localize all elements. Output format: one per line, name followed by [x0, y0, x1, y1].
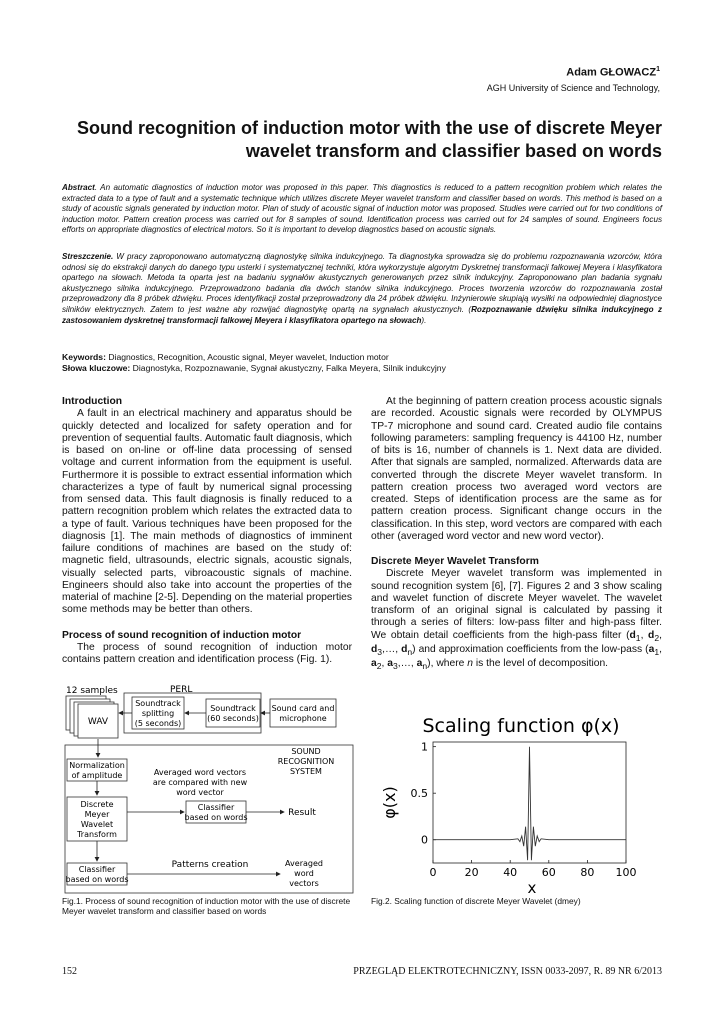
- chart-ylabel: φ(x): [380, 786, 399, 819]
- journal-footer: PRZEGLĄD ELEKTROTECHNICZNY, ISSN 0033-2097, R. 89 NR 6/2013: [353, 966, 662, 977]
- fig1-samples-label: 12 samples: [66, 686, 118, 696]
- x-tick-label: 100: [615, 866, 637, 879]
- fig2-caption: Fig.2. Scaling function of discrete Meyer Wavelet (dmey): [371, 896, 581, 906]
- x-tick-label: 40: [503, 866, 518, 879]
- svg-text:Classifierbased on words: Classifier based on words: [184, 803, 248, 822]
- svg-text:Normalizationof amplitude: Normalization of amplitude: [69, 761, 125, 780]
- keywords: Keywords: Diagnostics, Recognition, Acoustic signal, Meyer wavelet, Induction motor: [62, 352, 389, 362]
- svg-text:DiscreteMeyerWaveletTransform: Discrete Meyer Wavelet Transform: [77, 800, 117, 839]
- intro-heading: Introduction: [62, 396, 123, 407]
- page-number: 152: [62, 966, 77, 977]
- left-column: [62, 396, 352, 666]
- fig1-system-label: SOUND RECOGNITION SYSTEM: [277, 747, 335, 776]
- fig1-perl-label: PERL: [170, 685, 193, 695]
- dmwt-heading: Discrete Meyer Wavelet Transform: [371, 556, 539, 567]
- svg-text:Sound card andmicrophone: Sound card and microphone: [271, 704, 335, 723]
- process-heading: Process of sound recognition of induction motor: [62, 629, 302, 641]
- keywords-pl: Słowa kluczowe: Diagnostyka, Rozpoznawanie, Sygnał akustyczny, Falka Meyera, Silnik indukcyjny: [62, 363, 446, 373]
- y-tick-label: 1: [421, 740, 428, 754]
- x-tick-label: 60: [541, 866, 556, 879]
- fig2-chart: [371, 708, 661, 894]
- process-text: The process of sound recognition of induction motor contains pattern creation and identification process (Fig. 1).: [62, 641, 352, 665]
- author: Adam GŁOWACZ$^1$: [566, 66, 660, 79]
- paper-title: Sound recognition of induction motor with the use of discrete Meyer wavelet transform and classifier based on words: [76, 118, 662, 161]
- scaling-function-line: [433, 747, 626, 861]
- x-tick-label: 80: [580, 866, 595, 879]
- affiliation: AGH University of Science and Technology,: [486, 83, 660, 93]
- x-tick-label: 0: [429, 866, 437, 879]
- x-tick-label: 20: [464, 866, 479, 879]
- abstract: Abstract. An automatic diagnostics of induction motor was proposed in this paper. This diagnostics is reduced to a pattern recognition problem which relates the extracted data to a type of fault and a systematic technique which utilizes discrete Meyer wavelet transform and classifier based on words. This method is based on a study of acoustic signals generated by induction motor. Plan of study of acoustic signal of induction motor was proposed. Studies were carried out for two conditions of induction motor. Pattern creation process was carried out for 8 samples of sound. Identification process was carried out for 24 samples of sound. Engineers focus efforts on appropriate diagnostics of electrical motors. So it is important to develop diagnostics based on acoustic signals.: [62, 183, 662, 235]
- fig1-caption: Fig.1. Process of sound recognition of induction motor with the use of discrete Meyer wavelet transform and classifier based on words: [62, 896, 351, 916]
- fig1-patterns-label: Patterns creation: [171, 860, 249, 870]
- svg-text:Classifierbased on words: Classifier based on words: [65, 865, 129, 884]
- fig1-diagram: [62, 683, 358, 895]
- svg-text:Soundtrack(60 seconds): Soundtrack (60 seconds): [207, 704, 259, 723]
- svg-text:Soundtracksplitting(5 seconds): Soundtrack splitting (5 seconds): [134, 699, 182, 728]
- fig1-wav-label: WAV: [87, 717, 109, 727]
- chart-title: Scaling function φ(x): [422, 715, 620, 737]
- intro-text: A fault in an electrical machinery and apparatus should be quickly detected and localized for safety operation and for prevention of sequential faults. Automatic fault diagnosis, which is based on on-line or off-line data processing of sensed voltage and current information from the equipment is useful. Furthermore it is possible to extract essential information which characterizes a type of fault by numerical signal processing from sensed data. This fault diagnosis is finally reduced to a pattern recognition problem which relates the extracted data to a type of fault. Various techniques have been proposed for the diagnosis [1]. The main methods of diagnostics of imminent failure conditions of machines are based on the study of: magnetic field, ultrasounds, electric signals, acoustic signals, visually selected parts, vibroacoustic signals of machine. Engineers should also take into account the properties of the material of machine [2-5]. Depending on the material properties some methods may be better than others.: [62, 408, 352, 616]
- right-text-1: At the beginning of pattern creation process acoustic signals are recorded. Acoustic signals were recorded by OLYMPUS TP-7 microphone and sound card. Created audio file contains following parameters: sampling frequency is 44100 Hz, number of bits is 16, number of channels is 1. Next data are divided. After that signals are sampled, normalized. Afterwards data are converted through the discrete Meyer wavelet transform. In pattern creation process two averaged word vectors are created. Steps of identification process are the same as for pattern creation process. Significant change occurs in the classification. In this step, word vectors are compared with each other (averaged word vector and new word vector).: [371, 396, 662, 542]
- fig1-result-label: Result: [288, 808, 316, 818]
- dmwt-text: Discrete Meyer wavelet transform was implemented in sound recognition system [6], [7]. Figures 2 and 3 show scaling and wavelet function of discrete Meyer wavelet. The wavelet transform of an original signal is calculated by passing it through a series of filters: low-pass filter and high-pass filter. We obtain detail coefficients from the high-pass filter ($d_1$, $d_2$, $d_3,\dots$, $d_n$) and approximation coefficients from the low-pass ($a_1$, $a_2$, $a_3,\dots$, $a_n$), where n is the level of decomposition.: [371, 568, 662, 672]
- right-column: [371, 396, 662, 672]
- y-tick-label: 0.5: [410, 787, 428, 801]
- y-tick-label: 0: [421, 833, 428, 847]
- streszczenie: Streszczenie. W pracy zaproponowano automatyczną diagnostykę silnika indukcyjnego. Ta diagnostyka sprowadza się do problemu rozpoznawania wzorców, która odnosi się do ekstrakcji danych do danego typu usterki i systematycznej techniki, która wykorzystuje algorytm Dyskretnej transformacji falkowej Meyera i klasyfikatora opartego na słowach. Metoda ta oparta jest na badaniu sygnałów akustycznych generowanych przez silnik indukcyjny. Zaproponowano plan badania sygnału akustycznego silnika indukcyjnego. Przeprowadzono badania dla dwóch stanów silnika indukcyjnego. Proces tworzenia wzorców do rozpoznawania został przeprowadzony dla 8 próbek dźwięku. Proces identyfikacji został przeprowadzony dla 24 próbek dźwięku. Inżynierowie skupiają wysiłki na odpowiedniej diagnostyce silników elektrycznych. Zatem to jest ważne aby rozwijać diagnostykę opartą na sygnałach akustycznych. (Rozpoznawanie dźwięku silnika indukcyjnego z zastosowaniem dyskretnej transformacji falkowej Meyera i klasyfikatora opartego na słowach).: [62, 252, 662, 325]
- fig1-averaged-label: Averaged word vectors are compared with new word vector: [152, 768, 248, 797]
- fig1-avgvectors-label: Averaged word vectors: [285, 859, 323, 888]
- chart-xlabel: x: [527, 879, 537, 894]
